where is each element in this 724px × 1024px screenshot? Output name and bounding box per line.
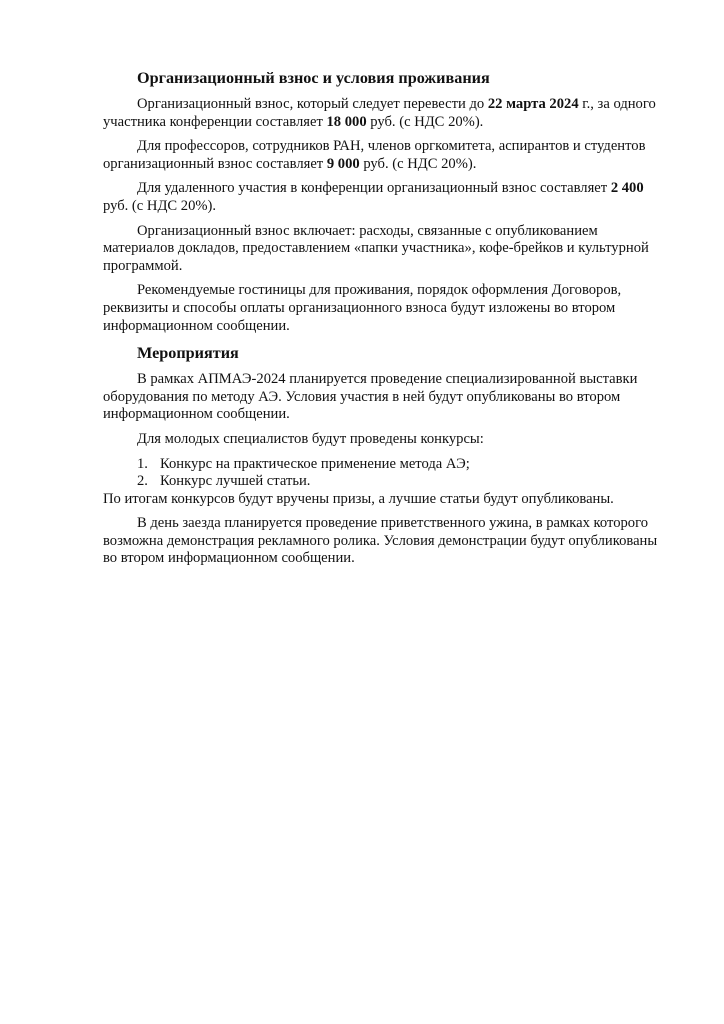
list-number: 2. [137,473,148,490]
document-page [103,68,665,575]
paragraph-contests-intro: Для молодых специалистов будут проведены конкурсы: [137,430,484,447]
section-heading-fee: Организационный взнос и условия проживания [137,69,490,87]
paragraph-fee-deadline [103,96,665,131]
paragraph-fee-includes: Организационный взнос включает: расходы, связанные с опубликованием материалов докладов, предоставлением «папки участника», кофе-брейков и культурной программой. [103,222,649,274]
text-fragment: руб. (с НДС 20%). [359,155,477,172]
list-item [137,456,665,474]
text-fragment: Организационный взнос, который следует перевести до [137,96,488,112]
list-item-text: Конкурс на практическое применение метода АЭ; [160,455,470,472]
text-fragment: Для удаленного участия в конференции организационный взнос составляет [137,180,611,197]
fee-amount-standard: 18 000 [326,113,367,130]
text-fragment: г., за одного участника конференции составляет [103,96,656,130]
paragraph-exhibition: В рамках АПМАЭ-2024 планируется проведение специализированной выставки оборудования по методу АЭ. Условия участия в ней будут опубликованы во втором информационном сообщении. [103,371,638,423]
text-fragment: руб. (с НДС 20%). [103,197,217,214]
fee-amount-reduced: 9 000 [326,155,360,172]
paragraph-prizes: По итогам конкурсов будут вручены призы, а лучшие статьи будут опубликованы. [103,490,614,507]
list-number: 1. [137,455,148,472]
deadline-date: 22 марта 2024 [487,96,579,112]
text-fragment: руб. (с НДС 20%). [366,113,484,130]
section-heading-events: Мероприятия [137,344,239,363]
fee-amount-remote: 2 400 [610,180,644,197]
list-item-text: Конкурс лучшей статьи. [160,473,311,490]
text-fragment: Для профессоров, сотрудников РАН, членов оргкомитета, аспирантов и студентов организационный взнос составляет [103,138,646,172]
contests-list [103,456,665,491]
list-item [137,473,665,491]
paragraph-fee-remote [103,180,665,215]
paragraph-hotels: Рекомендуемые гостиницы для проживания, порядок оформления Договоров, реквизиты и способы оплаты организационного взноса будут изложены во втором информационном сообщении. [103,282,622,334]
paragraph-welcome-dinner: В день заезда планируется проведение приветственного ужина, в рамках которого возможна демонстрация рекламного ролика. Условия демонстрации будут опубликованы во втором информационном сообщении. [103,515,658,567]
paragraph-fee-reduced [103,138,665,173]
